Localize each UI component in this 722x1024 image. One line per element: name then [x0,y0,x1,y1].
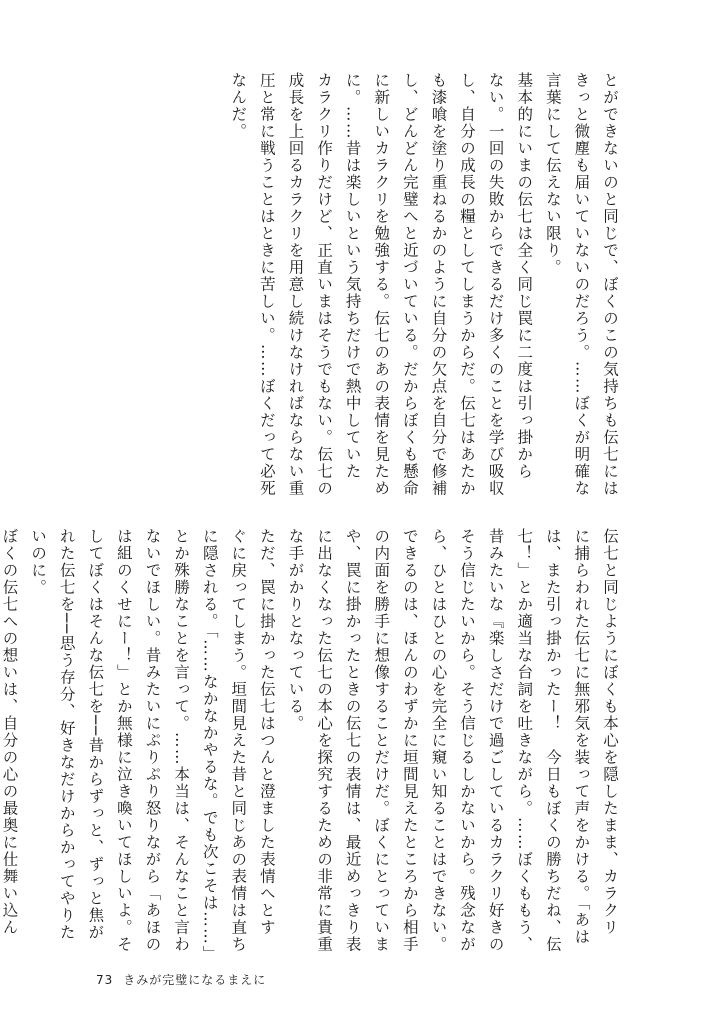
text-line: いのに。 [29,528,48,596]
text-line: に隠される。「……なかなかやるな。でも次こそは……」 [200,528,219,963]
text-line: に新しいカラクリを勉強する。伝七のあの表情を見ため [372,72,391,497]
text-line: 圧と常に戦うことはときに苦しい。……ぼくだって必死 [257,72,276,497]
text-line: に出なくなった伝七の本心を探究するための非常に貴重 [315,528,334,953]
upper-text-block [124,72,624,497]
text-line: 成長を上回るカラクリを用意し続けなければならない重 [286,72,305,497]
text-line: は組のくせにー！」とか無様に泣き喚いてほしいよ。そ [114,528,133,953]
text-line: そう信じたいから。そう信じるしかないから。残念なが [458,528,477,953]
text-line: できるのは、ほんのわずかに垣間見えたところから相手 [400,528,419,953]
text-line: とか殊勝なことを言って。……本当は、そんなこと言わ [172,528,191,953]
text-line: 昔みたいな『楽しさだけで過ごしているカラクリ好きの [486,528,505,953]
lower-text-block [0,528,624,963]
text-line: ただ、罠に掛かった伝七はつんと澄ました表情へとす [257,528,276,936]
text-line: なんだ。 [229,72,248,140]
text-line: も漆喰を塗り重ねるかのように自分の欠点を自分で修補 [429,72,448,497]
text-line: ら、ひとはひとの心を完全に窺い知ることはできない。 [429,528,448,953]
text-line: に。……昔は楽しいという気持ちだけで熱中していた [343,72,362,480]
text-line: きっと微塵も届いていないのだろう。……ぼくが明確な [572,72,591,497]
text-line: し、自分の成長の糧としてしまうからだ。伝七はあたか [458,72,477,497]
text-line: してぼくはそんな伝七を──昔からずっと、ずっと焦が [86,528,105,941]
text-line: ない。一回の失敗からできるだけ多くのことを学び吸収 [486,72,505,497]
text-line: し、どんどん完璧へと近づいている。だからぼくも懸命 [400,72,419,497]
text-line: 言葉にして伝えない限り。 [543,72,562,276]
text-line: ぐに戻ってしまう。垣間見えた昔と同じあの表情は直ち [229,528,248,953]
text-line: な手がかりとなっている。 [286,528,305,732]
text-line: 七！」とか適当な台詞を吐きながら。……ぼくももう、 [515,528,534,953]
text-line: 伝七と同じようにぼくも本心を隠したまま、カラクリ [601,528,619,936]
text-line: れた伝七を──思う存分、好きなだけからかってやりた [57,528,76,941]
text-line: は、また引っ掛かったー！ 今日もぼくの勝ちだね、伝 [543,528,562,953]
text-line: に捕らわれた伝七に無邪気を装って声をかける。「あは [572,528,591,946]
page-footer [96,971,266,988]
text-line: ないでほしい。昔みたいにぷりぷり怒りながら「あほの [143,528,162,953]
text-line: とができないのと同じで、ぼくのこの気持ちも伝七には [601,72,619,497]
text-line: や、罠に掛かったときの伝七の表情は、最近めっきり表 [343,528,362,953]
text-line: 基本的にいまの伝七は全く同じ罠に二度は引っ掛から [515,72,534,480]
text-line: カラクリ作りだけど、正直いまはそうでもない。伝七の [315,72,334,497]
page-number: 73 [96,973,114,987]
text-line: の内面を勝手に想像することだけだ。ぼくにとっていま [372,528,391,953]
text-line: ぼくの伝七への想いは、自分の心の最奥に仕舞い込ん [0,528,19,936]
running-title: きみが完璧になるまえに [123,973,267,987]
